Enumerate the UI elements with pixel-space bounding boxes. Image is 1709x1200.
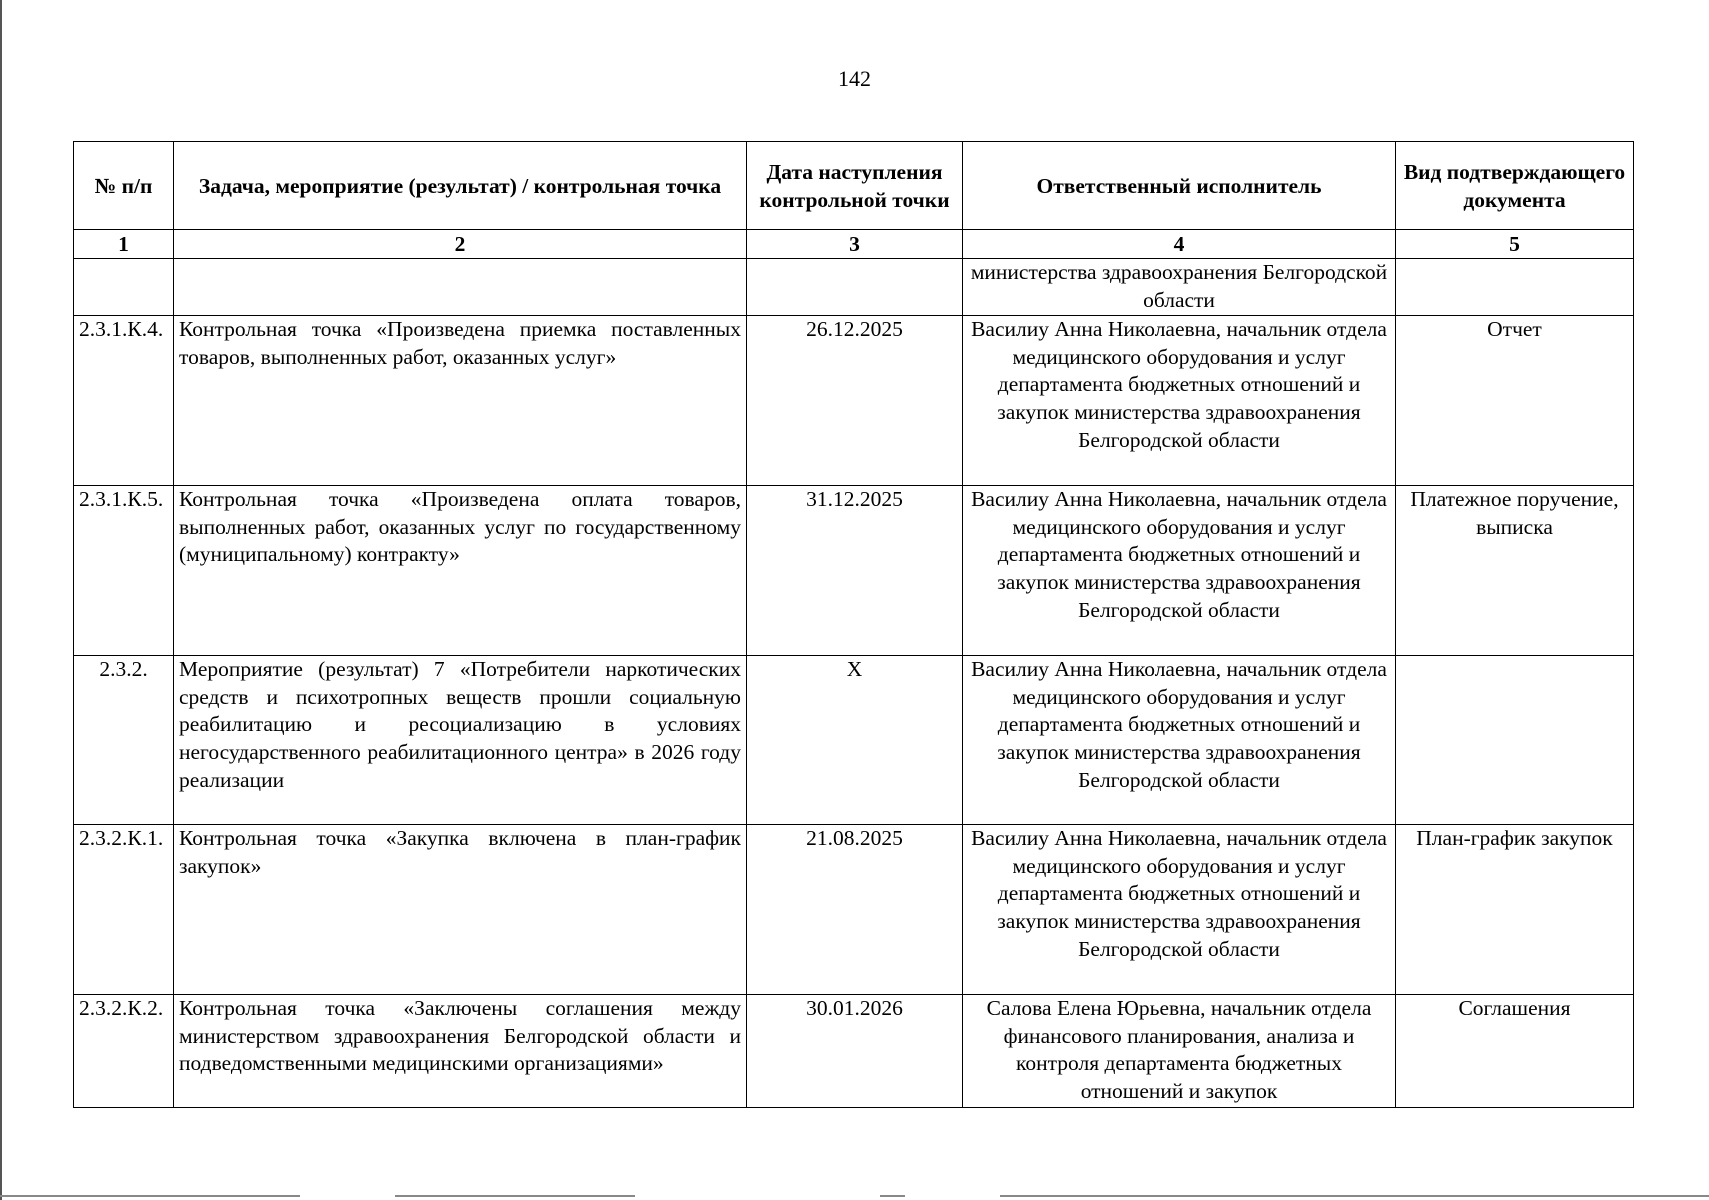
- table-header-row: [74, 142, 1634, 230]
- table-row: [74, 656, 1634, 825]
- row-executor: Василиу Анна Николаевна, начальник отдела медицинского оборудования и услуг департамента бюджетных отношений и закупок министерства здравоохранения Белгородской области: [963, 486, 1396, 656]
- header-number: № п/п: [74, 142, 174, 230]
- row-number: 2.3.1.К.4.: [74, 316, 174, 486]
- table-row: [74, 995, 1634, 1108]
- row-task: Контрольная точка «Произведена приемка поставленных товаров, выполненных работ, оказанных услуг»: [174, 316, 747, 486]
- row-date: 31.12.2025: [747, 486, 963, 656]
- row-document: Платежное поручение, выписка: [1396, 486, 1634, 656]
- table-row: [74, 316, 1634, 486]
- row-executor: Василиу Анна Николаевна, начальник отдела медицинского оборудования и услуг департамента бюджетных отношений и закупок министерства здравоохранения Белгородской области: [963, 825, 1396, 995]
- column-number: 3: [747, 230, 963, 259]
- page-number: 142: [838, 66, 871, 91]
- scan-line: [880, 1195, 905, 1197]
- row-number: 2.3.1.К.5.: [74, 486, 174, 656]
- column-number: 4: [963, 230, 1396, 259]
- table-row: [74, 259, 1634, 316]
- row-task: Мероприятие (результат) 7 «Потребители наркотических средств и психотропных веществ прошли социальную реабилитацию и ресоциализацию в условиях негосударственного реабилитационного центра» в 2026 году реализации: [174, 656, 747, 825]
- row-date: [747, 259, 963, 316]
- scan-line: [395, 1195, 635, 1197]
- row-number: 2.3.2.К.1.: [74, 825, 174, 995]
- column-numbers-row: [74, 230, 1634, 259]
- row-date: 30.01.2026: [747, 995, 963, 1108]
- scan-line: [1000, 1195, 1709, 1197]
- header-date: Дата наступления контрольной точки: [747, 142, 963, 230]
- row-document: [1396, 259, 1634, 316]
- row-document: [1396, 656, 1634, 825]
- row-task: Контрольная точка «Произведена оплата товаров, выполненных работ, оказанных услуг по государственному (муниципальному) контракту»: [174, 486, 747, 656]
- column-number: 2: [174, 230, 747, 259]
- table-row: [74, 486, 1634, 656]
- row-number: [74, 259, 174, 316]
- row-document: План-график закупок: [1396, 825, 1634, 995]
- column-number: 1: [74, 230, 174, 259]
- row-executor: министерства здравоохранения Белгородской области: [963, 259, 1396, 316]
- scan-line: [0, 1195, 300, 1197]
- row-task: Контрольная точка «Заключены соглашения между министерством здравоохранения Белгородской области и подведомственными медицинскими организациями»: [174, 995, 747, 1108]
- row-date: 21.08.2025: [747, 825, 963, 995]
- row-executor: Василиу Анна Николаевна, начальник отдела медицинского оборудования и услуг департамента бюджетных отношений и закупок министерства здравоохранения Белгородской области: [963, 656, 1396, 825]
- row-date: Х: [747, 656, 963, 825]
- row-executor: Салова Елена Юрьевна, начальник отдела финансового планирования, анализа и контроля департамента бюджетных отношений и закупок: [963, 995, 1396, 1108]
- column-number: 5: [1396, 230, 1634, 259]
- control-points-table: [73, 141, 1634, 1108]
- row-task: Контрольная точка «Закупка включена в план-график закупок»: [174, 825, 747, 995]
- row-date: 26.12.2025: [747, 316, 963, 486]
- table-row: [74, 825, 1634, 995]
- row-task: [174, 259, 747, 316]
- header-document: Вид подтверждающего документа: [1396, 142, 1634, 230]
- header-executor: Ответственный исполнитель: [963, 142, 1396, 230]
- row-number: 2.3.2.К.2.: [74, 995, 174, 1108]
- scan-edge: [0, 0, 2, 1200]
- row-document: Отчет: [1396, 316, 1634, 486]
- row-document: Соглашения: [1396, 995, 1634, 1108]
- row-executor: Василиу Анна Николаевна, начальник отдела медицинского оборудования и услуг департамента бюджетных отношений и закупок министерства здравоохранения Белгородской области: [963, 316, 1396, 486]
- header-task: Задача, мероприятие (результат) / контрольная точка: [174, 142, 747, 230]
- row-number: 2.3.2.: [74, 656, 174, 825]
